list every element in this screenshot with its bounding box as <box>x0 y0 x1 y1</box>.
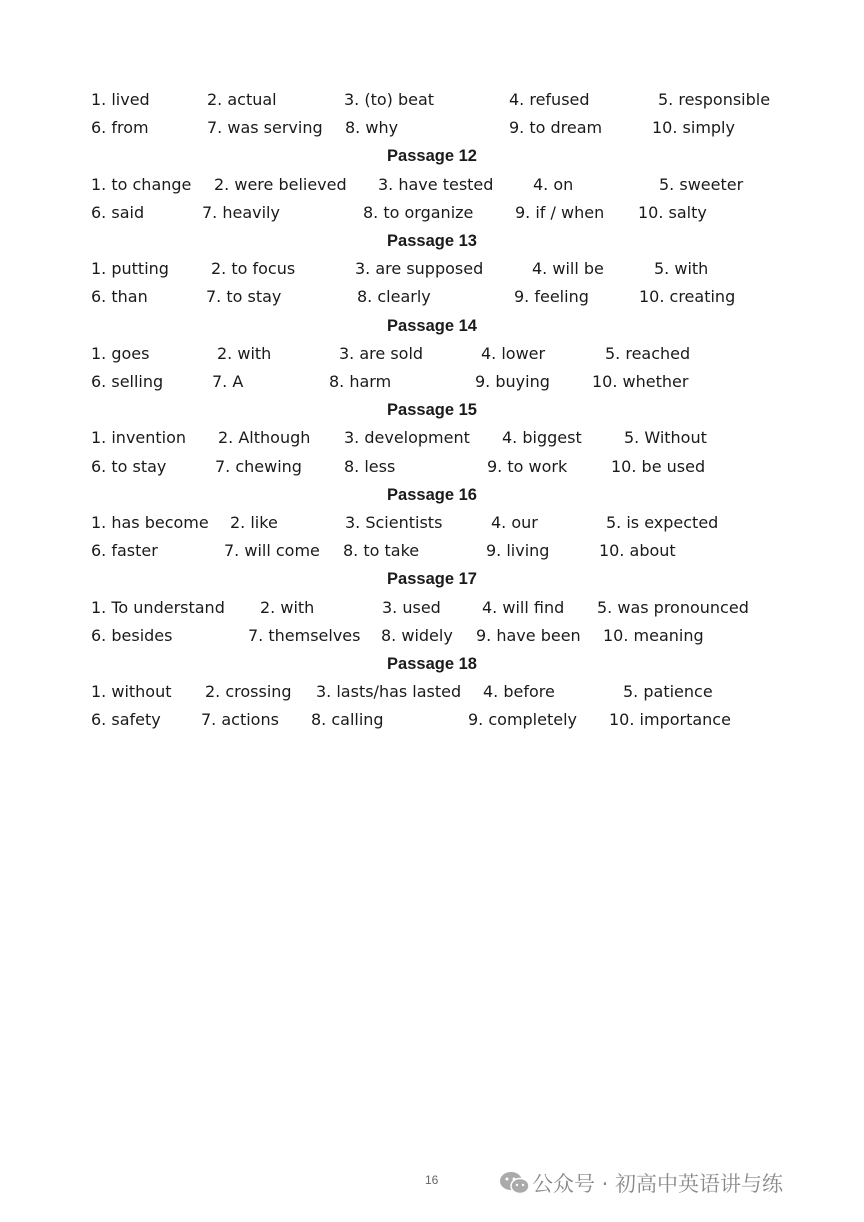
answer-item: 1. without <box>91 682 172 701</box>
answer-item: 6. than <box>91 287 148 306</box>
answer-item: 6. faster <box>91 541 158 560</box>
answer-item: 3. development <box>344 428 470 447</box>
wechat-icon <box>498 1169 532 1197</box>
answer-item: 1. goes <box>91 344 150 363</box>
answer-item: 4. biggest <box>502 428 582 447</box>
answer-item: 4. will find <box>482 598 565 617</box>
answer-item: 10. whether <box>592 372 689 391</box>
answer-item: 4. lower <box>481 344 546 363</box>
answer-item: 6. besides <box>91 626 173 645</box>
answer-item: 4. our <box>491 513 538 532</box>
answer-item: 8. widely <box>381 626 453 645</box>
answer-item: 5. reached <box>605 344 691 363</box>
passage-heading: Passage 17 <box>387 570 477 588</box>
answer-item: 10. be used <box>611 457 706 476</box>
answer-item: 5. with <box>654 259 709 278</box>
answer-item: 1. lived <box>91 90 150 109</box>
answer-item: 5. Without <box>624 428 707 447</box>
answer-item: 6. said <box>91 203 145 222</box>
answer-item: 10. meaning <box>603 626 704 645</box>
answer-row <box>0 117 864 139</box>
answer-item: 6. from <box>91 118 149 137</box>
answer-item: 3. are sold <box>339 344 424 363</box>
answer-item: 3. lasts/has lasted <box>316 682 462 701</box>
answer-row <box>0 174 864 196</box>
answer-item: 8. to organize <box>363 203 474 222</box>
answer-item: 10. importance <box>609 710 731 729</box>
answer-item: 9. to dream <box>509 118 603 137</box>
answer-item: 7. heavily <box>202 203 280 222</box>
passage-heading: Passage 15 <box>387 401 477 419</box>
answer-row <box>0 597 864 619</box>
answer-item: 1. has become <box>91 513 209 532</box>
answer-item: 4. refused <box>509 90 590 109</box>
answer-row <box>0 540 864 562</box>
answer-item: 10. creating <box>639 287 736 306</box>
page-number: 16 <box>425 1173 439 1187</box>
answer-item: 8. why <box>345 118 399 137</box>
answer-item: 6. selling <box>91 372 164 391</box>
passage-heading: Passage 18 <box>387 655 477 673</box>
answer-item: 7. A <box>212 372 244 391</box>
answer-row <box>0 709 864 731</box>
answer-item: 6. safety <box>91 710 161 729</box>
answer-row <box>0 456 864 478</box>
answer-item: 6. to stay <box>91 457 167 476</box>
answer-item: 2. with <box>260 598 315 617</box>
answer-item: 10. salty <box>638 203 707 222</box>
answer-row <box>0 681 864 703</box>
answer-item: 7. chewing <box>215 457 302 476</box>
passage-heading: Passage 12 <box>387 147 477 165</box>
answer-item: 7. will come <box>224 541 320 560</box>
answer-item: 2. actual <box>207 90 277 109</box>
answer-item: 9. buying <box>475 372 550 391</box>
answer-item: 1. putting <box>91 259 169 278</box>
answer-item: 5. was pronounced <box>597 598 749 617</box>
answer-item: 7. themselves <box>248 626 361 645</box>
answer-item: 1. to change <box>91 175 192 194</box>
answer-row <box>0 625 864 647</box>
answer-item: 5. sweeter <box>659 175 744 194</box>
answer-row <box>0 343 864 365</box>
answer-item: 7. to stay <box>206 287 282 306</box>
answer-row <box>0 512 864 534</box>
answer-item: 3. used <box>382 598 441 617</box>
passage-heading: Passage 14 <box>387 317 477 335</box>
answer-row <box>0 427 864 449</box>
answer-item: 8. calling <box>311 710 384 729</box>
answer-item: 8. harm <box>329 372 392 391</box>
answer-row <box>0 371 864 393</box>
passage-heading: Passage 13 <box>387 232 477 250</box>
answer-row <box>0 89 864 111</box>
answer-item: 7. was serving <box>207 118 323 137</box>
answer-row <box>0 258 864 280</box>
passage-heading: Passage 16 <box>387 486 477 504</box>
answer-item: 3. (to) beat <box>344 90 435 109</box>
answer-item: 2. Although <box>218 428 311 447</box>
answer-item: 8. clearly <box>357 287 431 306</box>
answer-item: 2. like <box>230 513 278 532</box>
answer-item: 10. about <box>599 541 676 560</box>
answer-item: 4. before <box>483 682 555 701</box>
answer-item: 4. will be <box>532 259 604 278</box>
answer-item: 5. patience <box>623 682 713 701</box>
answer-item: 1. To understand <box>91 598 225 617</box>
answer-item: 9. to work <box>487 457 568 476</box>
answer-item: 5. is expected <box>606 513 719 532</box>
answer-item: 2. crossing <box>205 682 292 701</box>
answer-row <box>0 202 864 224</box>
watermark-text: 公众号 · 初高中英语讲与练 <box>532 1172 784 1196</box>
answer-item: 9. have been <box>476 626 581 645</box>
answer-item: 2. were believed <box>214 175 347 194</box>
answer-item: 8. to take <box>343 541 420 560</box>
answer-item: 8. less <box>344 457 396 476</box>
answer-item: 3. Scientists <box>345 513 443 532</box>
answer-item: 9. living <box>486 541 550 560</box>
answer-item: 10. simply <box>652 118 735 137</box>
answer-row <box>0 286 864 308</box>
answer-item: 9. if / when <box>515 203 605 222</box>
answer-item: 9. feeling <box>514 287 589 306</box>
answer-item: 5. responsible <box>658 90 771 109</box>
answer-item: 2. with <box>217 344 272 363</box>
answer-item: 2. to focus <box>211 259 296 278</box>
answer-item: 3. are supposed <box>355 259 484 278</box>
watermark <box>498 1168 783 1198</box>
answer-item: 3. have tested <box>378 175 494 194</box>
answer-item: 1. invention <box>91 428 187 447</box>
answer-item: 9. completely <box>468 710 577 729</box>
answer-item: 7. actions <box>201 710 279 729</box>
answer-item: 4. on <box>533 175 574 194</box>
